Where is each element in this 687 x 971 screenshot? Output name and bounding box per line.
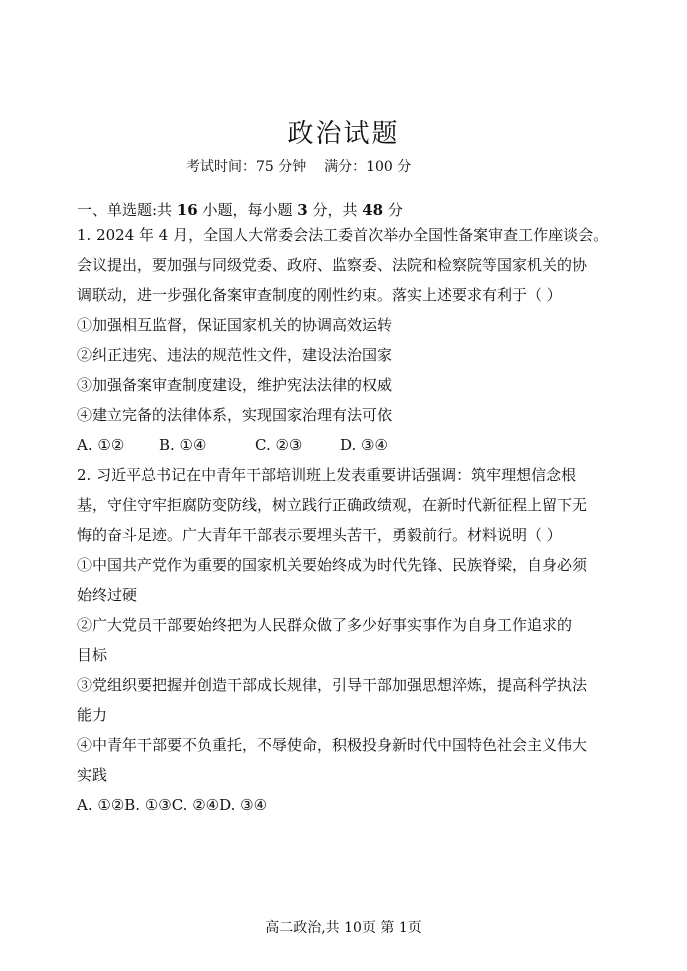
q1-stem-line: 调联动，进一步强化备案审查制度的刚性约束。落实上述要求有利于（ ） [77, 286, 562, 304]
q2-option-4-cont: 实践 [77, 766, 108, 784]
question-list [77, 222, 617, 818]
q2-option-3: ③党组织要把握并创造干部成长规律，引导干部加强思想淬炼，提高科学执法 [77, 676, 588, 694]
q2-stem-line: 2. 习近平总书记在中青年干部培训班上发表重要讲话强调：筑牢理想信念根 [77, 466, 577, 484]
exam-subtitle: 考试时间：75 分钟 满分：100 分 [186, 159, 412, 175]
q1-option-2: ②纠正违宪、违法的规范性文件，建设法治国家 [77, 346, 393, 364]
q2-option-2: ②广大党员干部要始终把为人民群众做了多少好事实事作为自身工作追求的 [77, 616, 573, 634]
q2-stem-line: 基，守住守牢拒腐防变防线，树立践行正确政绩观，在新时代新征程上留下无 [77, 496, 588, 514]
q1-choice-a: A. ①② [77, 436, 125, 454]
q1-option-3: ③加强备案审查制度建设，维护宪法法律的权威 [77, 376, 393, 394]
total-points: 48 [362, 201, 384, 219]
exam-title: 政治试题 [287, 119, 400, 149]
section-label-prefix: 一、单选题:共 [77, 201, 177, 219]
q2-choices: A. ①②B. ①③C. ②④D. ③④ [77, 796, 268, 814]
q1-stem-line: 会议提出，要加强与同级党委、政府、监察委、法院和检察院等国家机关的协 [77, 256, 588, 274]
section-heading [77, 199, 403, 220]
question-count: 16 [176, 201, 198, 219]
section-label-mid2: 分，共 [307, 201, 363, 219]
q1-choice-d: D. ③④ [340, 436, 388, 454]
q2-option-3-cont: 能力 [77, 706, 108, 724]
q1-option-1: ①加强相互监督，保证国家机关的协调高效运转 [77, 316, 393, 334]
points-each: 3 [297, 201, 308, 219]
q1-stem-line: 1. 2024 年 4 月，全国人大常委会法工委首次举办全国性备案审查工作座谈会。 [77, 226, 609, 244]
section-label-mid1: 小题，每小题 [197, 201, 298, 219]
q2-option-1-cont: 始终过硬 [77, 586, 138, 604]
q1-choice-b: B. ①④ [159, 436, 207, 454]
q2-stem-line: 悔的奋斗足迹。广大青年干部表示要埋头苦干，勇毅前行。材料说明（ ） [77, 526, 562, 544]
q2-option-1: ①中国共产党作为重要的国家机关要始终成为时代先锋、民族脊梁，自身必须 [77, 556, 588, 574]
q2-option-4: ④中青年干部要不负重托，不辱使命，积极投身新时代中国特色社会主义伟大 [77, 736, 588, 754]
q1-option-4: ④建立完备的法律体系，实现国家治理有法可依 [77, 406, 393, 424]
q2-option-2-cont: 目标 [77, 646, 108, 664]
section-label-suffix: 分 [383, 201, 403, 219]
q1-choice-c: C. ②③ [255, 436, 303, 454]
q1-choices [77, 432, 617, 458]
page-footer: 高二政治,共 10页 第 1页 [265, 920, 422, 936]
